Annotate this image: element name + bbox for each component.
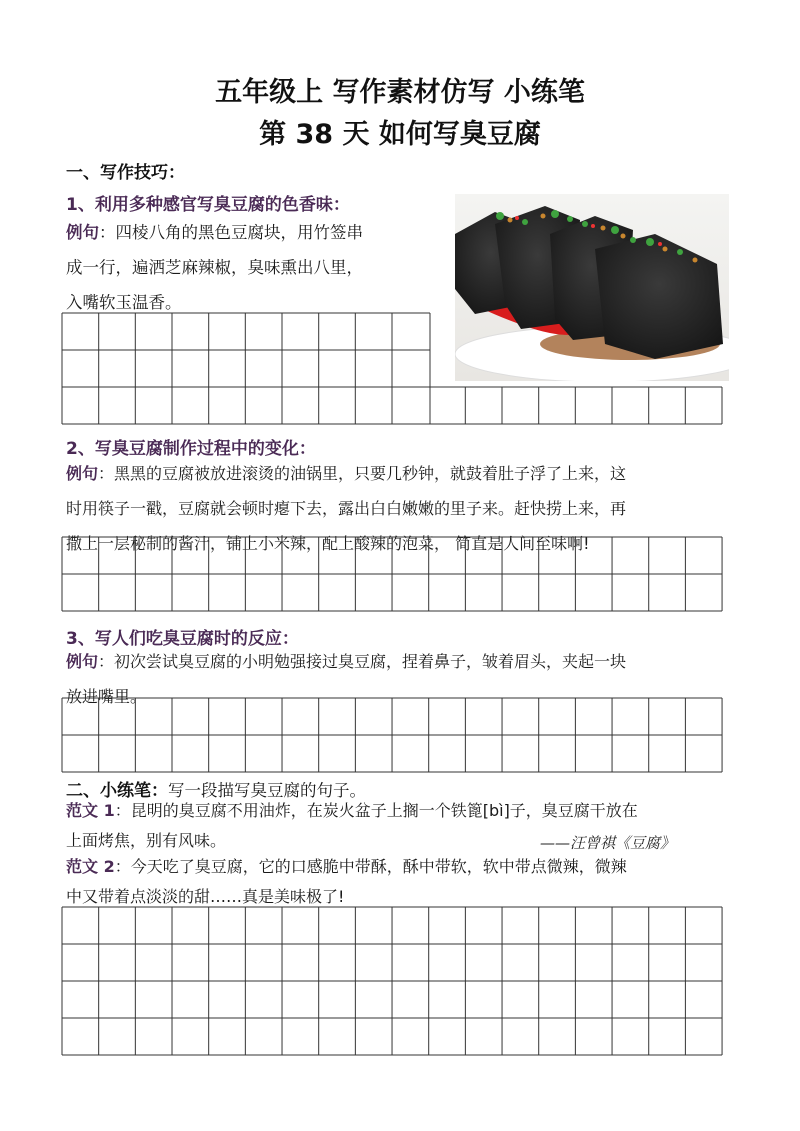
tip2-line-3: 撒上一层秘制的酱汁，铺上小米辣，配上酸辣的泡菜， 简直是人间至味啊!	[66, 534, 590, 553]
tip2-heading: 2、写臭豆腐制作过程中的变化：	[66, 439, 316, 459]
section2-heading: 二、小练笔：	[66, 781, 168, 801]
tip3-example-label: 例句	[66, 652, 99, 671]
section1-heading: 一、写作技巧：	[66, 163, 185, 183]
sample2-line-2: 中又带着点淡淡的甜……真是美味极了!	[66, 887, 345, 906]
tip2-line-2: 时用筷子一戳，豆腐就会顿时瘪下去，露出白白嫩嫩的里子来。赶快捞上来，再	[66, 499, 627, 518]
section2-task: 写一段描写臭豆腐的句子。	[168, 781, 366, 800]
sample2-label: 范文 2	[66, 857, 115, 876]
tip3-line-1: ：初次尝试臭豆腐的小明勉强接过臭豆腐，捏着鼻子，皱着眉头，夹起一块	[98, 652, 627, 671]
tip1-line-3: 入嘴软玉温香。	[66, 293, 182, 312]
tip2-line-1: ：黑黑的豆腐被放进滚烫的油锅里，只要几秒钟，就鼓着肚子浮了上来，这	[98, 464, 627, 483]
tip1-heading: 1、利用多种感官写臭豆腐的色香味：	[66, 195, 350, 215]
sample1-attribution: ——汪曾祺《豆腐》	[540, 834, 676, 852]
sample1-line-2: 上面烤焦，别有风味。	[66, 831, 227, 850]
grid4-lines	[62, 907, 722, 1055]
sample2-line-1: ：今天吃了臭豆腐，它的口感脆中带酥，酥中带软，软中带点微辣，微辣	[114, 857, 627, 876]
tip3-line-2: 放进嘴里。	[66, 687, 147, 706]
sample1-line-1: ：昆明的臭豆腐不用油炸，在炭火盆子上搁一个铁篦[bì]子，臭豆腐干放在	[114, 801, 638, 820]
tip1-example-label: 例句	[66, 223, 99, 242]
tip1-line-1: ：四棱八角的黑色豆腐块，用竹签串	[99, 223, 363, 242]
tip1-line-2: 成一行，遍洒芝麻辣椒，臭味熏出八里，	[66, 258, 363, 277]
page-title: 五年级上 写作素材仿写 小练笔	[215, 77, 585, 108]
tip2-example-label: 例句	[66, 464, 99, 483]
tip3-heading: 3、写人们吃臭豆腐时的反应：	[66, 629, 299, 649]
sample1-label: 范文 1	[66, 801, 115, 820]
page-subtitle: 第 38 天 如何写臭豆腐	[259, 119, 541, 150]
